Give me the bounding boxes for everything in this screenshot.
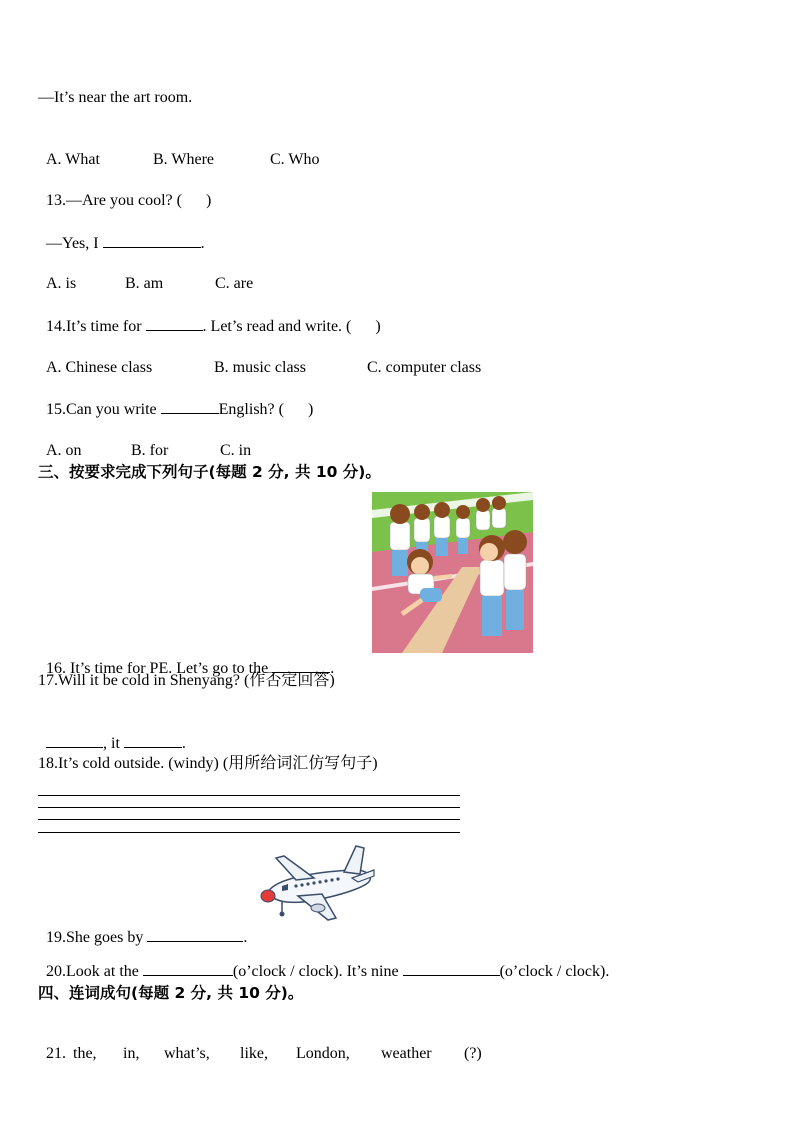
q13-answer-paren[interactable]: ( )	[176, 192, 212, 209]
q21-word-1: the,	[73, 1045, 97, 1062]
q15-question-line	[38, 379, 313, 420]
q14-suffix: . Let’s read and write.	[202, 318, 343, 335]
q19-blank[interactable]	[147, 927, 243, 942]
section-4-heading: 四、连词成句(每题 2 分, 共 10 分)。	[38, 984, 304, 1002]
q13-answer-suffix: .	[200, 235, 205, 252]
q18-writing-line-3[interactable]	[38, 819, 460, 820]
q21-word-6: weather	[381, 1045, 432, 1062]
q20-blank-2[interactable]	[403, 961, 500, 976]
q14-option-a[interactable]: A. Chinese class	[46, 359, 153, 376]
q15-option-c[interactable]: C. in	[220, 442, 252, 459]
q20-blank-1[interactable]	[143, 961, 233, 976]
q12-options	[38, 130, 319, 170]
q20-prefix: 20.Look at the	[46, 963, 139, 980]
q16-suffix: .	[330, 660, 335, 677]
q19-suffix: .	[243, 929, 248, 946]
q14-option-c[interactable]: C. computer class	[367, 359, 482, 376]
q15-options	[38, 421, 251, 461]
q17-mid: , it	[103, 735, 120, 752]
q17-question: 17.Will it be cold in Shenyang? (作否定回答)	[38, 672, 335, 689]
q14-question-line	[38, 296, 381, 337]
q21-word-4: like,	[240, 1045, 268, 1062]
q21-word-2: in,	[123, 1045, 140, 1062]
q12-option-b[interactable]: B. Where	[153, 151, 215, 168]
q17-answer-blank-1[interactable]	[46, 733, 103, 748]
q13-option-b[interactable]: B. am	[125, 275, 164, 292]
q15-option-a[interactable]: A. on	[46, 442, 82, 459]
q12-option-a[interactable]: A. What	[46, 151, 100, 168]
q13-options	[38, 254, 253, 294]
q13-answer-blank[interactable]	[103, 233, 201, 248]
q14-option-b[interactable]: B. music class	[214, 359, 306, 376]
q20-question-line	[38, 941, 609, 982]
q21-word-5: London,	[296, 1045, 350, 1062]
q13-question: 13.—Are you cool?	[46, 192, 173, 209]
q16-prefix: 16. It’s time for PE. Let’s go to the	[46, 660, 269, 677]
q18-writing-line-4[interactable]	[38, 832, 460, 833]
q20-choice-2: (o’clock / clock).	[499, 963, 610, 980]
q21-word-7: (?)	[464, 1045, 482, 1062]
q18-writing-line-2[interactable]	[38, 807, 460, 808]
q15-suffix: English?	[218, 401, 275, 418]
q15-blank[interactable]	[161, 399, 219, 414]
q13-answer-prefix: —Yes, I	[46, 235, 99, 252]
long-jump-picture	[372, 492, 533, 653]
q18-question: 18.It’s cold outside. (windy) (用所给词汇仿写句子)	[38, 755, 378, 772]
section-3-heading: 三、按要求完成下列句子(每题 2 分, 共 10 分)。	[38, 463, 381, 481]
q17-answer-blank-2[interactable]	[124, 733, 182, 748]
q13-option-a[interactable]: A. is	[46, 275, 77, 292]
q21-word-3: what’s,	[164, 1045, 210, 1062]
q15-option-b[interactable]: B. for	[131, 442, 169, 459]
q20-choice-1: (o’clock / clock). It’s nine	[232, 963, 399, 980]
q21-line	[38, 1024, 482, 1064]
q12-answer-line: —It’s near the art room.	[38, 89, 193, 106]
q14-prefix: 14.It’s time for	[46, 318, 142, 335]
q18-writing-line-1[interactable]	[38, 795, 460, 796]
q15-answer-paren[interactable]: ( )	[278, 401, 314, 418]
q15-prefix: 15.Can you write	[46, 401, 157, 418]
q21-number: 21.	[46, 1045, 66, 1062]
q13-question-line	[38, 171, 211, 211]
q19-prefix: 19.She goes by	[46, 929, 144, 946]
q17-answer-line	[38, 713, 186, 754]
q14-answer-paren[interactable]: ( )	[346, 318, 381, 335]
q13-answer-line	[38, 213, 205, 254]
q12-option-c[interactable]: C. Who	[270, 151, 320, 168]
q14-options	[38, 338, 481, 378]
airplane-picture	[256, 842, 376, 924]
q14-blank[interactable]	[146, 316, 203, 331]
q13-option-c[interactable]: C. are	[215, 275, 254, 292]
q17-end: .	[181, 735, 186, 752]
